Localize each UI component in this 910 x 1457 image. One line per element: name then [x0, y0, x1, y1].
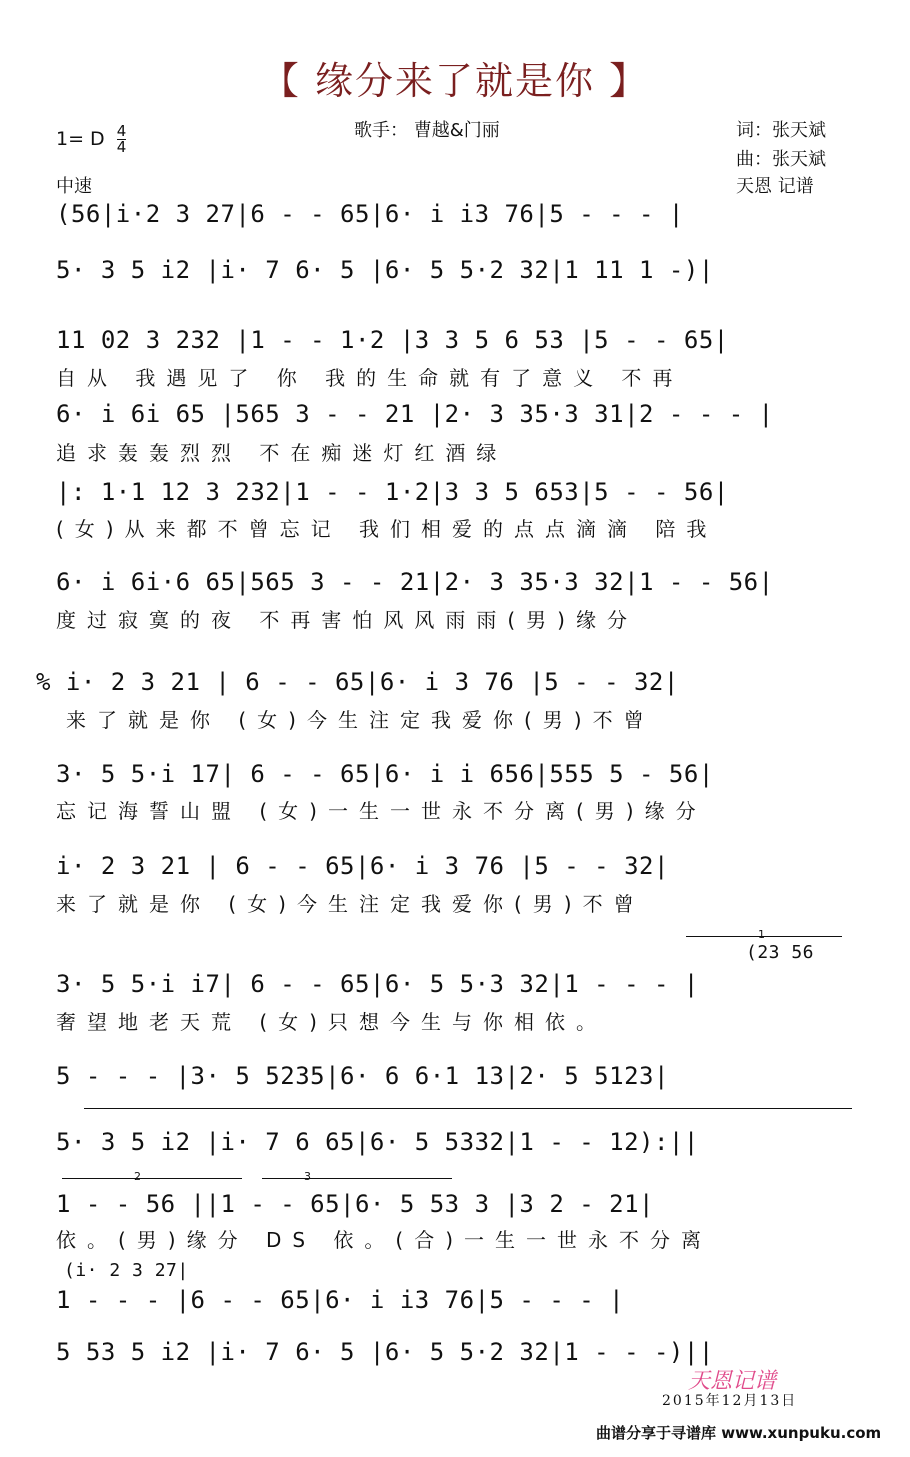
lyric-line-13: 依。(男)缘分 DS 依。(合)一生一世永不分离 — [56, 1228, 713, 1252]
lyric-line-7: 来了就是你 (女)今生注定我爱你(男)不曾 — [66, 708, 655, 732]
time-numerator: 4 — [116, 122, 127, 140]
tempo-marking: 中速 — [56, 176, 92, 197]
coda-notes: (i· 2 3 27| — [64, 1260, 189, 1281]
notation-line-15: 5 53 5 i2 |i· 7 6· 5 |6· 5 5·2 32|1 - - -)|| — [56, 1338, 714, 1366]
notation-line-11: 5 - - - |3· 5 5235|6· 6 6·1 13|2· 5 5123| — [56, 1062, 669, 1090]
notation-line-14: 1 - - - |6 - - 65|6· i i3 76|5 - - - | — [56, 1286, 625, 1314]
lyric-line-3: 自从 我遇见了 你 我的生命就有了意义 不再 — [56, 366, 684, 390]
volta-1-notes: (23 56 — [746, 942, 815, 963]
repeat-bracket-line — [84, 1108, 852, 1109]
notation-line-9: i· 2 3 21 | 6 - - 65|6· i 3 76 |5 - - 32| — [56, 852, 669, 880]
notation-line-10: 3· 5 5·i i7| 6 - - 65|6· 5 5·3 32|1 - - - | — [56, 970, 699, 998]
volta-3-bracket — [262, 1178, 452, 1179]
lyric-line-10: 奢望地老天荒 (女)只想今生与你相依。 — [56, 1010, 607, 1034]
key-signature — [56, 124, 126, 155]
volta-3-label: 3 — [304, 1170, 311, 1183]
song-title: 【 缘分来了就是你 】 — [260, 59, 650, 103]
volta-2-bracket — [62, 1178, 242, 1179]
lyric-line-4: 追求轰轰烈烈 不在痴迷灯红酒绿 — [56, 441, 508, 465]
notation-line-5: |: 1·1 12 3 232|1 - - 1·2|3 3 5 653|5 - - 56| — [56, 478, 729, 506]
notation-line-2: 5· 3 5 i2 |i· 7 6· 5 |6· 5 5·2 32|1 11 1 -)| — [56, 256, 714, 284]
lyric-line-9: 来了就是你 (女)今生注定我爱你(男)不曾 — [56, 892, 645, 916]
notation-line-8: 3· 5 5·i 17| 6 - - 65|6· i i 656|555 5 - 56| — [56, 760, 714, 788]
notation-line-7: % i· 2 3 21 | 6 - - 65|6· i 3 76 |5 - - 32| — [36, 668, 679, 696]
notation-line-4: 6· i 6i 65 |565 3 - - 21 |2· 3 35·3 31|2 - - - | — [56, 400, 774, 428]
lyric-line-5: (女)从来都不曾忘记 我们相爱的点点滴滴 陪我 — [56, 517, 718, 541]
transcriber-credit: 天恩 记谱 — [736, 176, 814, 197]
key-label: 1= D — [56, 128, 105, 150]
lyric-line-8: 忘记海誓山盟 (女)一生一世永不分离(男)缘分 — [56, 799, 707, 823]
notation-line-1: (56|i·2 3 27|6 - - 65|6· i i3 76|5 - - - | — [56, 200, 684, 228]
time-denominator: 4 — [116, 138, 127, 156]
time-signature — [117, 124, 127, 155]
lyric-line-6: 度过寂寞的夜 不再害怕风风雨雨(男)缘分 — [56, 608, 638, 632]
notation-line-13: 1 - - 56 ||1 - - 65|6· 5 53 3 |3 2 - 21| — [56, 1190, 654, 1218]
transcription-date: 2015年12月13日 — [662, 1393, 798, 1409]
transcriber-stamp: 天恩记谱 — [688, 1369, 777, 1394]
composer-credit: 曲：张天斌 — [736, 149, 826, 170]
notation-line-12: 5· 3 5 i2 |i· 7 6 65|6· 5 5332|1 - - 12):|| — [56, 1128, 699, 1156]
singer-credit: 歌手： 曹越&门丽 — [354, 120, 500, 141]
lyricist-credit: 词：张天斌 — [736, 120, 826, 141]
notation-line-6: 6· i 6i·6 65|565 3 - - 21|2· 3 35·3 32|1 - - 56| — [56, 568, 774, 596]
volta-1-label: 1 — [758, 928, 765, 941]
site-footer: 曲谱分享于寻谱库 www.xunpuku.com — [596, 1424, 882, 1442]
volta-2-label: 2 — [134, 1170, 141, 1183]
notation-line-3: 11 02 3 232 |1 - - 1·2 |3 3 5 6 53 |5 - - 65| — [56, 326, 729, 354]
